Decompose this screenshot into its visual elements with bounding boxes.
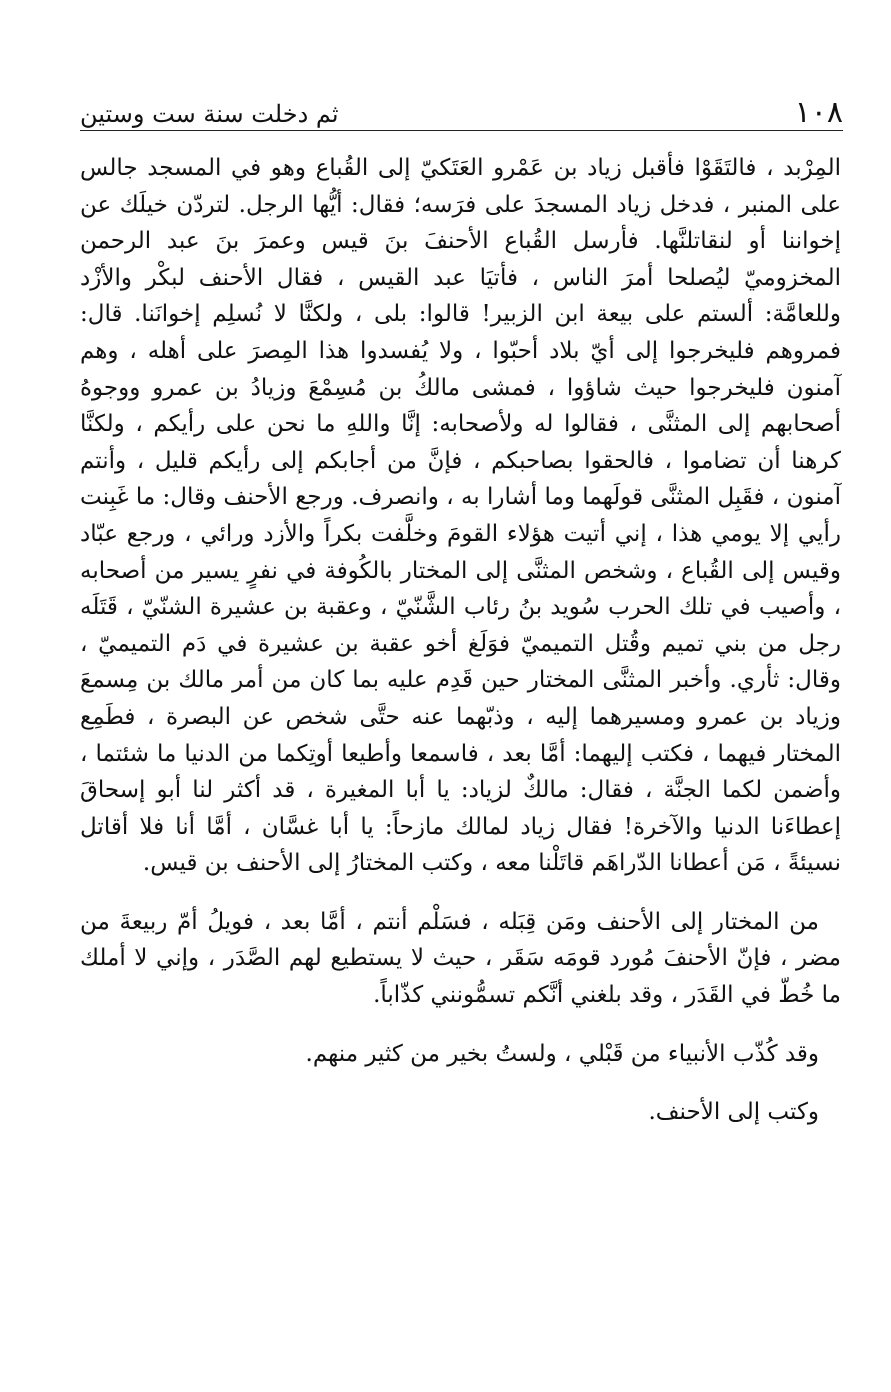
paragraph-closing: وكتب إلى الأحنف. xyxy=(648,1099,819,1126)
paragraph-letter: من المختار إلى الأحنف ومَن قِبَله ، فسَلْم أنتم ، أمَّا بعد ، فويلُ أمّ ربيعةَ من مضر ، فإنّ الأحنفَ مُورد قومَه سَقَر ، حيث لا يستطيع لهم الصَّدَر ، وإني لا أملك ما خُطّ في القَدَر ، وقد بلغني أنَّكم تسمُّونني كذّاباً. xyxy=(80,908,841,1009)
running-title: ثم دخلت سنة ست وستين xyxy=(80,100,339,128)
page-number: ١٠٨ xyxy=(794,95,843,130)
paragraph-quote: وقد كُذّب الأنبياء من قَبْلي ، ولستُ بخير من كثير منهم. xyxy=(305,1040,819,1067)
body-text xyxy=(80,150,841,1131)
header-rule xyxy=(80,130,843,131)
running-head xyxy=(80,88,843,128)
paragraph-main: المِرْبد ، فالتَقَوْا فأقبل زياد بن عَمْرو العَتَكيّ إلى القُباع وهو في المسجد جالس على المنبر ، فدخل زياد المسجدَ على فرَسه؛ فقال: أيُّها الرجل. لتردّن خيلَك عن إخواننا أو لنقاتلنَّها. فأرسل القُباع الأحنفَ بنَ قيس وعمرَ بنَ عبد الرحمن المخزوميّ ليُصلحا أمرَ الناس ، فأتيَا عبد القيس ، فقال الأحنف لبكْر والأزْد وللعامَّة: ألستم على بيعة ابن الزبير! قالوا: بلى ، ولكنَّا لا نُسلِم إخوانَنا. قال: فمروهم فليخرجوا إلى أيّ بلاد أحبّوا ، ولا يُفسدوا هذا المِصرَ على أهله ، وهم آمنون فليخرجوا حيث شاؤوا ، فمشى مالكُ بن مُسِمْعَ وزيادُ بن عمرو ووجوهُ أصحابهم إلى المثنَّى ، فقالوا له ولأصحابه: إنَّا واللهِ ما نحن على رأيكم ، ولكنَّا كرهنا أن تضاموا ، فالحقوا بصاحبكم ، فإنَّ من أجابكم إلى رأيكم قليل ، وأنتم آمنون ، فقَبِل المثنَّى قولَهما وما أشارا به ، وانصرف. ورجع الأحنف وقال: ما غَبِنت رأيي إلا يومي هذا ، إني أتيت هؤلاء القومَ وخلَّفت بكراً والأزد ورائي ، ورجع عبّاد وقيس إلى القُباع ، وشخص المثنَّى إلى المختار بالكُوفة في نفرٍ يسير من أصحابه ، وأصيب في تلك الحرب سُويد بنُ رئاب الشَّنّيّ ، وعقبة بن عشيرة الشنّيّ ، قَتَلَه رجل من بني تميم وقُتل التميميّ فوَلَغ أخو عقبة بن عشيرة في دَم التميميّ ، وقال: ثأري. وأخبر المثنَّى المختار حين قَدِم عليه بما كان من أمر مالك بن مِسمعَ وزياد بن عمرو ومسيرهما إليه ، وذبّهما عنه حتَّى شخص عن البصرة ، فطَمِع المختار فيهما ، فكتب إليهما: أمَّا بعد ، فاسمعا وأطيعا أوتِكما من الدنيا ما شئتما ، وأضمن لكما الجنَّة ، فقال: مالكٌ لزياد: يا أبا المغيرة ، قد أكثر لنا أبو إسحاقَ إعطاءَنا الدنيا والآخرة! فقال زياد لمالك مازحاً: يا أبا غسَّان ، أمَّا أنا فلا أقاتل نسيئةً ، مَن أعطانا الدّراهَم قاتَلْنا معه ، وكتب المختارُ إلى الأحنف بن قيس. xyxy=(80,155,841,877)
